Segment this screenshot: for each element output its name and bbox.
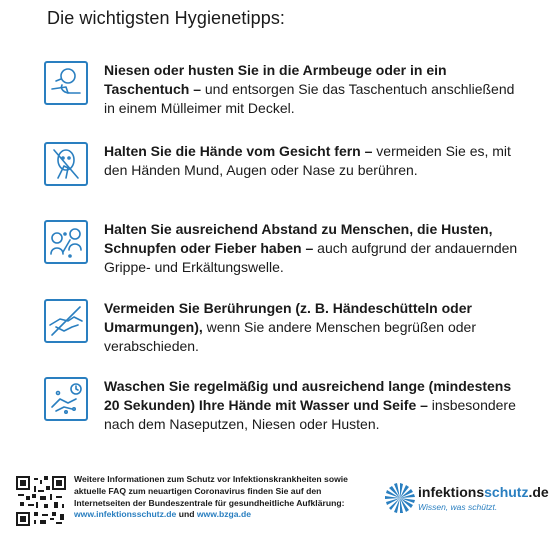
footer-and: und [176, 509, 197, 520]
sneeze-elbow-icon [44, 61, 88, 105]
logo-sun-icon [384, 482, 416, 514]
tip-text: Niesen oder husten Sie in die Armbeuge oder in ein Taschentuch – und entsorgen Sie das Taschentuch anschließend in einem Mülleimer mit Deckel. [104, 62, 515, 116]
footer-description: Weitere Informationen zum Schutz vor Infektionskrankheiten sowie aktuelle FAQ zum neuartigen Coronavirus finden Sie auf den Internetseiten der Bundeszentrale für gesundheitliche Aufklärung: [74, 474, 348, 508]
hand-washing-icon [44, 377, 88, 421]
link-infektionsschutz[interactable]: www.infektionsschutz.de [74, 509, 177, 520]
tip-text: Halten Sie ausreichend Abstand zu Menschen, die Husten, Schnupfen oder Fieber haben – auch aufgrund der andauernden Grippe- und Erkältungswelle. [104, 221, 518, 275]
logo-tagline: Wissen, was schützt. [418, 502, 498, 512]
infektionsschutz-logo [384, 480, 549, 520]
tip-sneeze [44, 61, 514, 117]
tip-face [44, 142, 514, 198]
tip-text: Halten Sie die Hände vom Gesicht fern – vermeiden Sie es, mit den Händen Mund, Augen oder Nase zu berühren. [104, 143, 511, 178]
no-face-touch-icon [44, 142, 88, 186]
tip-handwashing [44, 377, 514, 433]
tip-text: Vermeiden Sie Berührungen (z. B. Händeschütteln oder Umarmungen), wenn Sie andere Menschen begrüßen oder verabschieden. [104, 300, 476, 354]
tip-handshake [44, 299, 514, 355]
keep-distance-icon [44, 220, 88, 264]
tip-text: Waschen Sie regelmäßig und ausreichend lange (mindestens 20 Sekunden) Ihre Hände mit Wasser und Seife – insbesondere nach dem Naseputzen, Niesen oder Husten. [104, 378, 516, 432]
no-handshake-icon [44, 299, 88, 343]
logo-brand: infektionsschutz.de [418, 484, 549, 500]
qr-code-icon [16, 476, 66, 526]
tip-distance [44, 220, 518, 276]
page-title: Die wichtigsten Hygienetipps: [47, 8, 286, 28]
link-bzga[interactable]: www.bzga.de [196, 509, 251, 520]
footer-info [74, 474, 364, 521]
